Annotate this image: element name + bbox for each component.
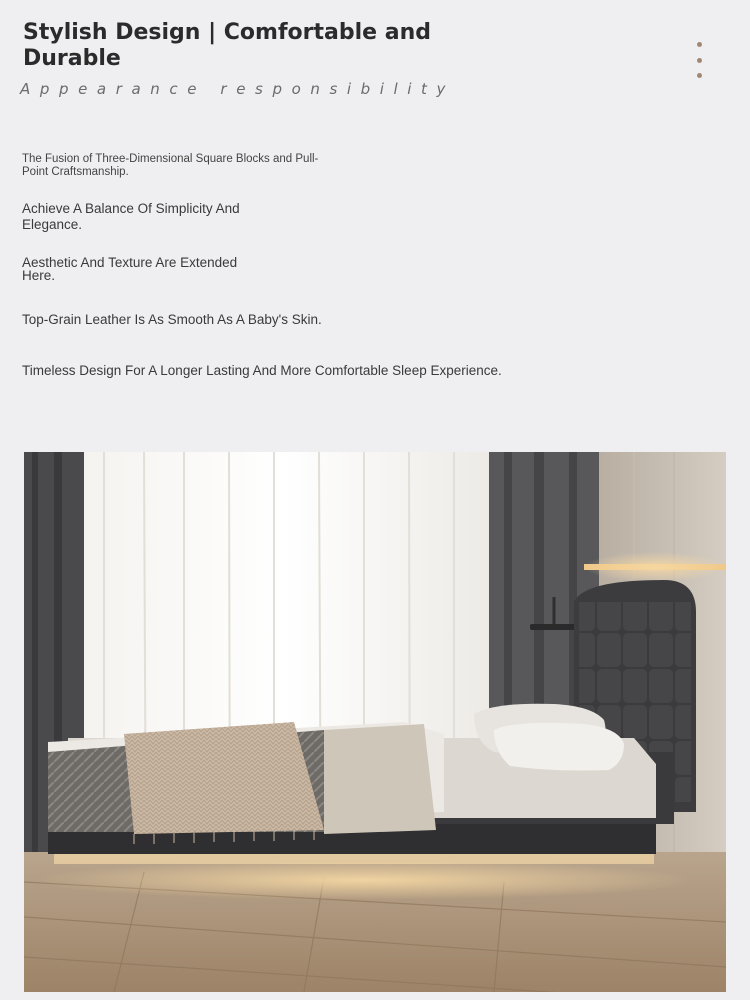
feature-text-1: The Fusion of Three-Dimensional Square Blocks and Pull-Point Craftsmanship.: [22, 153, 319, 178]
feature-text-3: Aesthetic And Texture Are Extended Here.: [22, 255, 238, 283]
feature-text-2: Achieve A Balance Of Simplicity And Elegance.: [22, 201, 240, 232]
feature-text-5: Timeless Design For A Longer Lasting And More Comfortable Sleep Experience.: [22, 363, 502, 378]
bedroom-product-photo: [24, 452, 726, 992]
page-subtitle: Appearance responsibility: [20, 80, 456, 98]
more-vertical-icon[interactable]: [688, 42, 710, 78]
page-title: Stylish Design | Comfortable and Durable: [23, 20, 431, 71]
feature-text-4: Top-Grain Leather Is As Smooth As A Baby's Skin.: [22, 312, 322, 327]
